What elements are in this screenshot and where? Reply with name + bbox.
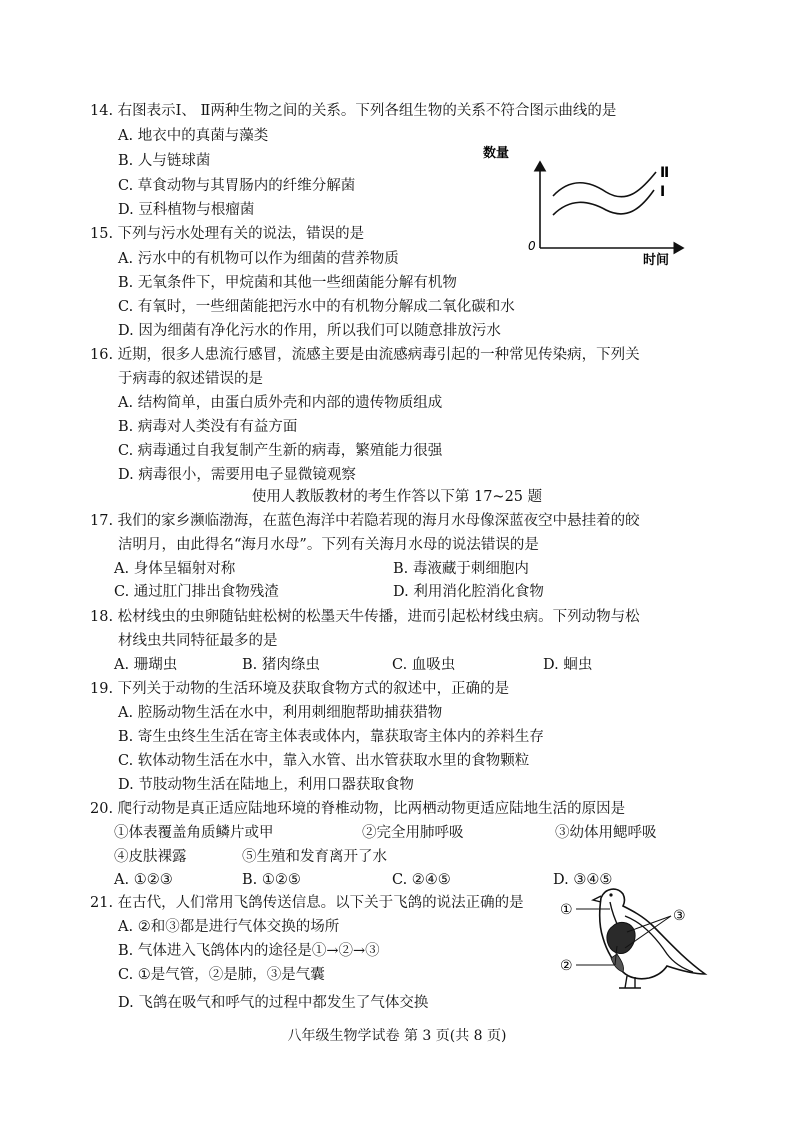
q16-stem-line2: 于病毒的叙述错误的是 bbox=[118, 371, 263, 387]
q20-statement-3: ③幼体用鳃呼吸 bbox=[555, 825, 657, 841]
q20-option-b: B. ①②⑤ bbox=[242, 872, 301, 888]
page-footer: 八年级生物学试卷 第 3 页(共 8 页) bbox=[287, 1028, 507, 1044]
q18-option-c: C. 血吸虫 bbox=[392, 657, 456, 673]
q14-option-b: B. 人与链球菌 bbox=[118, 153, 211, 169]
origin-label: 0 bbox=[528, 239, 536, 253]
q18-option-a: A. 珊瑚虫 bbox=[114, 657, 178, 673]
curve-i bbox=[553, 190, 654, 215]
q20-statement-4: ④皮肤裸露 bbox=[114, 849, 187, 865]
pigeon-air-sac bbox=[611, 954, 624, 972]
x-axis-label: 时间 bbox=[643, 253, 670, 268]
q19-option-c: C. 软体动物生活在水中，靠入水管、出水管获取水里的食物颗粒 bbox=[118, 753, 530, 769]
pigeon-respiratory-diagram bbox=[555, 882, 713, 992]
q19-option-b: B. 寄生虫终生生活在寄主体表或体内，靠获取寄主体内的养料生存 bbox=[118, 729, 544, 745]
q18-option-b: B. 猪肉绦虫 bbox=[242, 657, 320, 673]
pointer-line-3a bbox=[627, 916, 671, 932]
pigeon-lung bbox=[607, 922, 635, 953]
q21-option-a: A. ②和③都是进行气体交换的场所 bbox=[118, 919, 340, 935]
q17-option-b: B. 毒液藏于刺细胞内 bbox=[393, 561, 529, 577]
pigeon-eye bbox=[609, 893, 612, 896]
population-graph bbox=[478, 140, 698, 268]
q20-statement-1: ①体表覆盖角质鳞片或甲 bbox=[114, 825, 274, 841]
q21-stem: 21. 在古代，人们常用飞鸽传送信息。以下关于飞鸽的说法正确的是 bbox=[90, 895, 524, 911]
section-note: 使用人教版教材的考生作答以下第 17~25 题 bbox=[251, 489, 543, 505]
q19-stem: 19. 下列关于动物的生活环境及获取食物方式的叙述中，正确的是 bbox=[90, 681, 510, 697]
q14-option-a: A. 地衣中的真菌与藻类 bbox=[118, 128, 269, 144]
diagram-label-1: ① bbox=[560, 902, 573, 918]
q20-stem: 20. 爬行动物是真正适应陆地环境的脊椎动物，比两栖动物更适应陆地生活的原因是 bbox=[90, 801, 626, 817]
q17-option-c: C. 通过肛门排出食物残渣 bbox=[114, 584, 279, 600]
q17-stem-line2: 洁明月，由此得名“海月水母”。下列有关海月水母的说法错误的是 bbox=[118, 537, 539, 553]
q15-option-b: B. 无氧条件下，甲烷菌和其他一些细菌能分解有机物 bbox=[118, 275, 457, 291]
curve-ii-label: Ⅱ bbox=[660, 165, 670, 181]
q14-option-c: C. 草食动物与其胃肠内的纤维分解菌 bbox=[118, 178, 356, 194]
q21-option-b: B. 气体进入飞鸽体内的途径是①→②→③ bbox=[118, 943, 380, 959]
q15-option-d: D. 因为细菌有净化污水的作用，所以我们可以随意排放污水 bbox=[118, 323, 501, 339]
q16-stem-line1: 16. 近期，很多人患流行感冒，流感主要是由流感病毒引起的一种常见传染病，下列关 bbox=[90, 347, 640, 363]
q14-stem: 14. 右图表示Ⅰ、 Ⅱ两种生物之间的关系。下列各组生物的关系不符合图示曲线的是 bbox=[90, 103, 617, 119]
q19-option-a: A. 腔肠动物生活在水中，利用刺细胞帮助捕获猎物 bbox=[118, 705, 443, 721]
q16-option-c: C. 病毒通过自我复制产生新的病毒，繁殖能力很强 bbox=[118, 443, 443, 459]
q20-option-d: D. ③④⑤ bbox=[553, 872, 613, 888]
q16-option-b: B. 病毒对人类没有有益方面 bbox=[118, 419, 298, 435]
diagram-label-2: ② bbox=[560, 958, 573, 974]
q20-statement-5: ⑤生殖和发育离开了水 bbox=[242, 849, 387, 865]
q21-option-c: C. ①是气管，②是肺，③是气囊 bbox=[118, 967, 325, 983]
q18-stem-line2: 材线虫共同特征最多的是 bbox=[118, 633, 278, 649]
q20-option-a: A. ①②③ bbox=[114, 872, 173, 888]
q18-stem-line1: 18. 松材线虫的虫卵随钻蛀松树的松墨天牛传播，进而引起松材线虫病。下列动物与松 bbox=[90, 609, 640, 625]
pigeon-beak bbox=[593, 896, 601, 902]
q18-option-d: D. 蛔虫 bbox=[543, 657, 593, 673]
q15-stem: 15. 下列与污水处理有关的说法，错误的是 bbox=[90, 226, 365, 242]
y-axis-label: 数量 bbox=[483, 146, 510, 161]
q19-option-d: D. 节肢动物生活在陆地上，利用口器获取食物 bbox=[118, 777, 414, 793]
q21-option-d: D. 飞鸽在吸气和呼气的过程中都发生了气体交换 bbox=[118, 995, 429, 1011]
q17-stem-line1: 17. 我们的家乡濒临渤海，在蓝色海洋中若隐若现的海月水母像深蓝夜空中悬挂着的皎 bbox=[90, 513, 640, 529]
curve-ii bbox=[553, 172, 656, 197]
q20-option-c: C. ②④⑤ bbox=[392, 872, 451, 888]
q20-statement-2: ②完全用肺呼吸 bbox=[362, 825, 464, 841]
q17-option-a: A. 身体呈辐射对称 bbox=[114, 561, 236, 577]
q16-option-d: D. 病毒很小，需要用电子显微镜观察 bbox=[118, 467, 356, 483]
diagram-label-3: ③ bbox=[673, 908, 686, 924]
pigeon-leg-left bbox=[625, 976, 627, 988]
q16-option-a: A. 结构简单，由蛋白质外壳和内部的遗传物质组成 bbox=[118, 395, 443, 411]
q14-option-d: D. 豆科植物与根瘤菌 bbox=[118, 202, 255, 218]
q15-option-c: C. 有氧时，一些细菌能把污水中的有机物分解成二氧化碳和水 bbox=[118, 299, 515, 315]
q17-option-d: D. 利用消化腔消化食物 bbox=[393, 584, 544, 600]
q15-option-a: A. 污水中的有机物可以作为细菌的营养物质 bbox=[118, 251, 399, 267]
curve-i-label: Ⅰ bbox=[660, 184, 666, 200]
